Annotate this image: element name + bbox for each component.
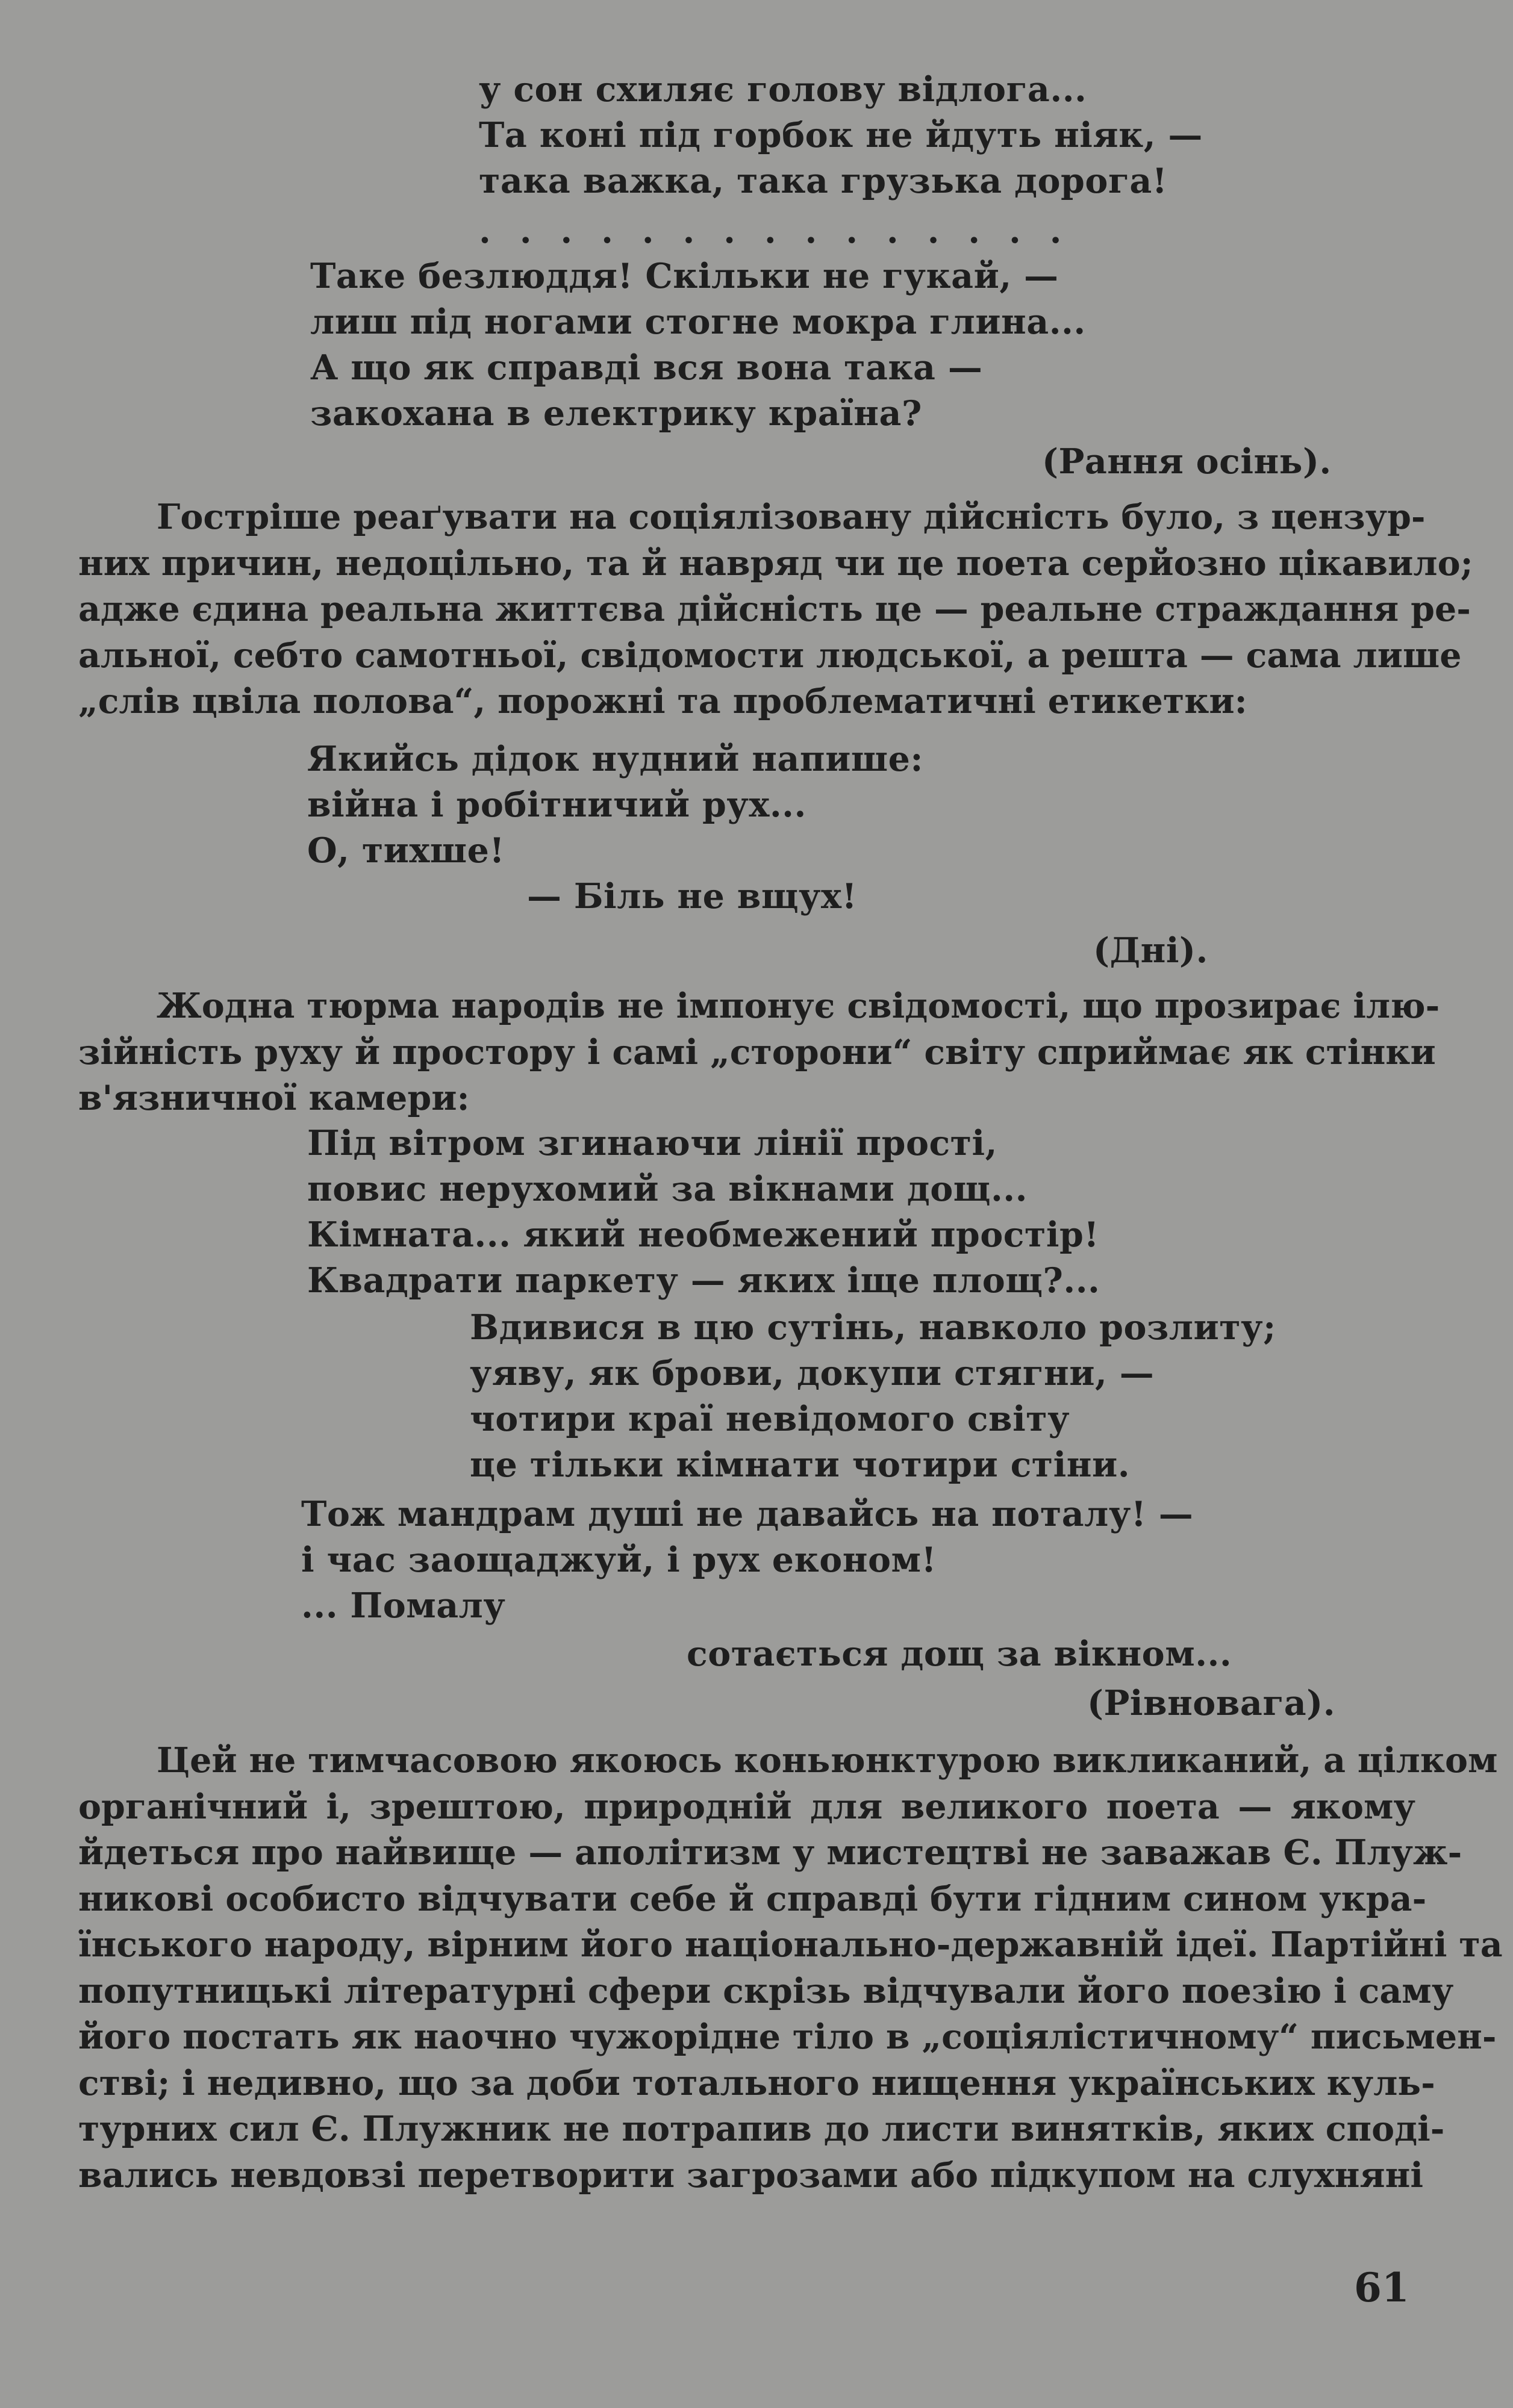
poem-line: Вдивися в цю сутінь, навколо розлиту; [470,1307,1276,1348]
poem-line: і час заощаджуй, і рух економ! [301,1540,937,1580]
poem-line: така важка, така грузька дорога! [479,161,1168,201]
poem-line: А що як справді вся вона така — [310,347,983,388]
poem-line: Квадрати паркету — яких іще площ?... [307,1260,1100,1301]
paragraph-line: Жодна тюрма народів не імпонує свідомості, що прозирає ілю- [157,986,1440,1026]
paragraph-line: „слів цвіла полова“, порожні та проблематичні етикетки: [78,681,1247,721]
paragraph-line: в'язничної камери: [78,1078,470,1118]
paragraph-line: турних сил Є. Плужник не потрапив до листи винятків, яких споді- [78,2109,1445,2149]
poem-source: (Рання осінь). [1042,441,1332,482]
poem-line: війна і робітничий рух... [307,785,806,825]
paragraph [78,986,1440,1124]
paragraph-line: них причин, недоцільно, та й навряд чи це поета серйозно цікавило; [78,543,1473,583]
paragraph-line: йдеться про найвище — аполітизм у мистецтві не заважав Є. Плуж- [78,1832,1462,1873]
paragraph-line: никові особисто відчувати себе й справді бути гідним сином укра- [78,1878,1427,1919]
poem-line: Кімната... який необмежений простір! [307,1215,1099,1255]
poem-line: у сон схиляє голову відлога... [479,69,1087,110]
poem-line: — Біль не вщух! [527,876,858,916]
paragraph-line: зійність руху й простору і самі „сторони“ світу сприймає як стінки [78,1031,1436,1072]
poem-line: це тільки кімнати чотири стіни. [470,1445,1131,1485]
paragraph-line: альної, себто самотньої, свідомости людської, а решта — сама лише [78,635,1462,676]
paragraph-line: органічний і, зрештою, природній для великого поета — якому [78,1786,1415,1827]
poem-line: Та коні під горбок не йдуть ніяк, — [479,115,1203,155]
poem-line: уяву, як брови, докупи стягни, — [470,1353,1155,1393]
poem-line: О, тихше! [307,830,505,871]
poem-line: Якийсь дідок нудний напише: [307,739,923,779]
paragraph-line: Гостріше реаґувати на соціялізовану дійсність було, з цензур- [157,497,1426,537]
poem-line: лиш під ногами стогне мокра глина... [310,302,1086,342]
paragraph-line: його постать як наочно чужорідне тіло в „соціялістичному“ письмен- [78,2017,1497,2057]
page-number: 61 [1354,2264,1409,2311]
poem-line: чотири краї невідомого світу [470,1399,1070,1439]
paragraph-line: стві; і недивно, що за доби тотального нищення українських куль- [78,2062,1435,2103]
paragraph [78,497,1473,727]
paragraph-line: адже єдина реальна життєва дійсність це — реальне страждання ре- [78,589,1471,629]
paragraph-line: їнського народу, вірним його національно-державній ідеї. Партійні та [78,1924,1503,1965]
poem-source: (Рівновага). [1087,1683,1336,1723]
paragraph-line: попутницькі літературні сфери скрізь відчували його поезію і саму [78,1970,1454,2011]
poem-line: сотається дощ за вікном... [687,1634,1232,1674]
poem-line: Таке безлюддя! Скільки не гукай, — [310,256,1059,296]
poem-line: Тож мандрам душі не давайсь на поталу! — [301,1494,1194,1534]
poem-line: повис нерухомий за вікнами дощ... [307,1169,1028,1209]
poem-source: (Дні). [1093,930,1208,971]
ellipsis-separator: . . . . . . . . . . . . . . . [479,211,1070,251]
poem-line: Під вітром згинаючи лінії прості, [307,1123,997,1163]
poem-line: закохана в електрику країна? [310,393,922,434]
paragraph-line: вались невдовзі перетворити загрозами або підкупом на слухняні [78,2154,1423,2195]
paragraph [78,1740,1503,2201]
paragraph-line: Цей не тимчасовою якоюсь коньюнктурою викликаний, а цілком [157,1740,1498,1781]
poem-line: ... Помалу [301,1585,506,1626]
